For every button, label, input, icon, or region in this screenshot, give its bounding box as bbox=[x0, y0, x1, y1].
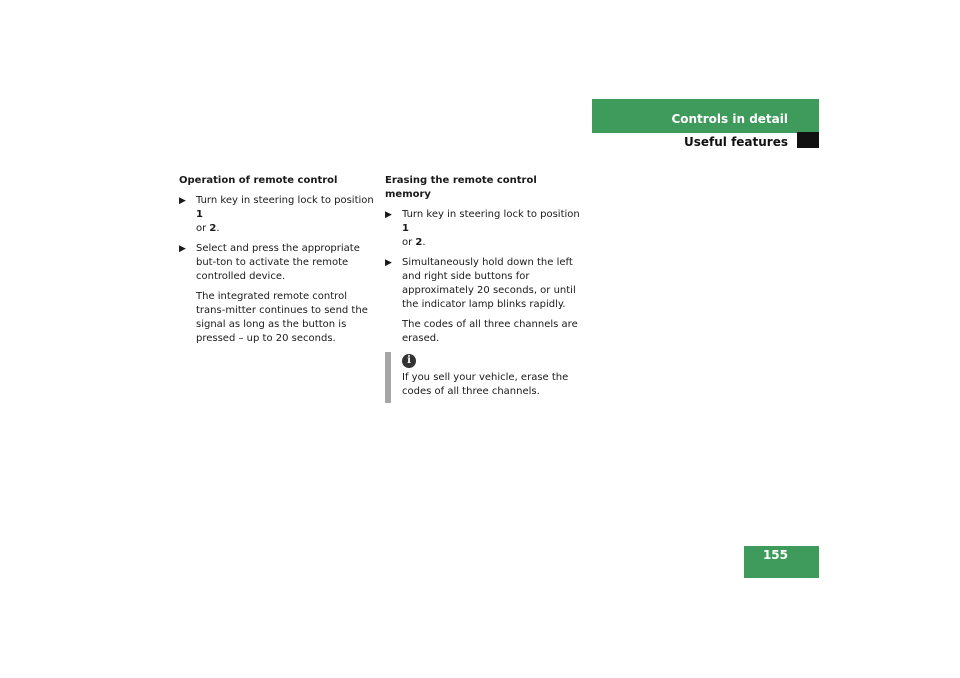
bullet-arrow-icon: ▶ bbox=[179, 244, 186, 254]
page-number: 155 bbox=[762, 548, 788, 562]
step-text: Simultaneously hold down the left and right side buttons for approximately 20 seconds, or until the indicator lamp blinks rapidly. bbox=[402, 257, 576, 310]
section-title: Controls in detail bbox=[671, 112, 788, 126]
step-text: Select and press the appropriate but-ton to activate the remote controlled device. bbox=[196, 243, 360, 282]
step-text-or: or bbox=[196, 223, 210, 234]
step-text-or: or bbox=[402, 237, 416, 248]
info-icon: i bbox=[402, 354, 416, 368]
bullet-arrow-icon: ▶ bbox=[385, 258, 392, 268]
bullet-arrow-icon: ▶ bbox=[179, 196, 186, 206]
position-2: 2 bbox=[415, 237, 423, 248]
header-marker bbox=[797, 132, 819, 148]
step-turn-key bbox=[179, 194, 374, 236]
step-text: Turn key in steering lock to position bbox=[196, 195, 374, 206]
step-period: . bbox=[216, 223, 220, 234]
step-hold-buttons bbox=[385, 256, 585, 312]
right-column bbox=[385, 174, 585, 403]
step-turn-key bbox=[385, 208, 585, 250]
note-text: If you sell your vehicle, erase the codes of all three channels. bbox=[402, 372, 569, 397]
position-1: 1 bbox=[196, 209, 203, 220]
step-select-button bbox=[179, 242, 374, 284]
step-period: . bbox=[422, 237, 426, 248]
heading-operation: Operation of remote control bbox=[179, 175, 338, 186]
paragraph-transmitter: The integrated remote control trans-mitter continues to send the signal as long as the button is pressed – up to 20 seconds. bbox=[196, 291, 368, 344]
bullet-arrow-icon: ▶ bbox=[385, 210, 392, 220]
left-column bbox=[179, 174, 374, 352]
heading-erasing: Erasing the remote control memory bbox=[385, 175, 537, 200]
paragraph-codes-erased: The codes of all three channels are erased. bbox=[402, 319, 578, 344]
position-2: 2 bbox=[209, 223, 217, 234]
info-note bbox=[385, 352, 585, 403]
section-subtitle: Useful features bbox=[683, 135, 788, 149]
step-text: Turn key in steering lock to position bbox=[402, 209, 580, 220]
position-1: 1 bbox=[402, 223, 409, 234]
